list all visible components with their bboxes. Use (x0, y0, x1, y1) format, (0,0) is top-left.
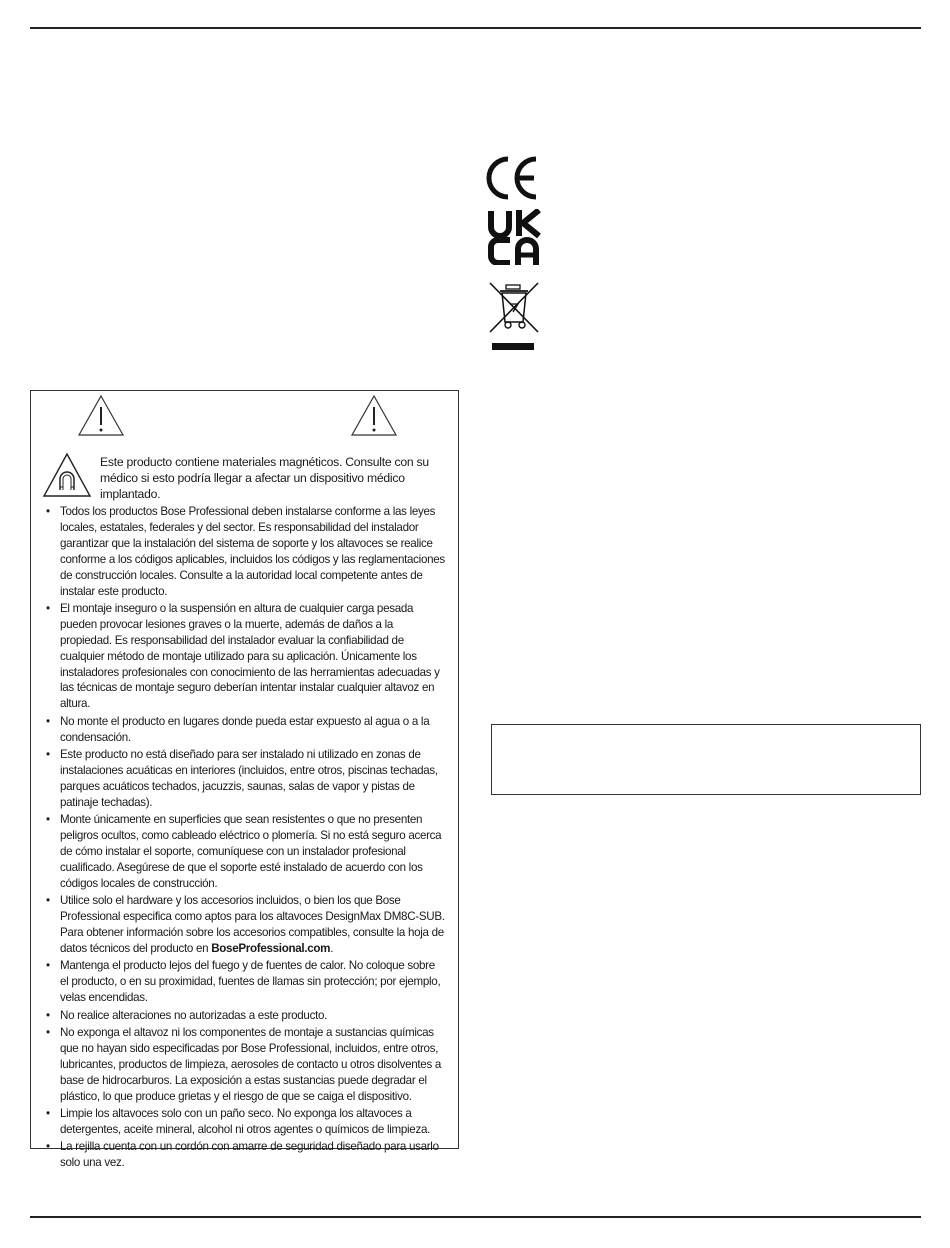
ukca-mark-icon (488, 209, 542, 265)
list-item: • Limpie los altavoces solo con un paño seco. No exponga los altavoces a detergentes, aceite mineral, alcohol ni otros agentes o químicos de limpieza. (44, 1106, 445, 1138)
list-item: • No exponga el altavoz ni los componentes de montaje a sustancias químicas que no hayan sido especificadas por Bose Professional, incluidos, entre otros, lubricantes, productos de limpieza, aerosoles de contacto u otros disolventes a base de hidrocarburos. La exposición a estas sustancias puede degradar el plástico, lo que produce grietas y el riesgo de que se caiga el dispositivo. (44, 1025, 445, 1105)
warning-triangle-icon (350, 393, 398, 437)
list-item: • La rejilla cuenta con un cordón con amarre de seguridad diseñado para usarlo solo una vez. (44, 1139, 445, 1171)
list-item: • No realice alteraciones no autorizadas a este producto. (44, 1008, 445, 1024)
list-item: • No monte el producto en lugares donde pueda estar expuesto al agua o a la condensación. (44, 714, 445, 746)
list-item-suffix: . (330, 941, 334, 955)
safety-bullet-list (44, 504, 445, 1173)
list-item: • Monte únicamente en superficies que sean resistentes o que no presenten peligros ocultos, como cableado eléctrico o plomería. Si no está seguro acerca de cómo instalar el soporte, comuníquese con un instalador profesional cualificado. Asegúrese de que el soporte esté instalado de acuerdo con los códigos locales de construcción. (44, 812, 445, 892)
list-item-text: Utilice solo el hardware y los accesorios incluidos, o bien los que Bose Professional especifica como aptos para los altavoces DesignMax DM8C-SUB. Para obtener información sobre los accesorios compatibles, consulte la hoja de datos técnicos del producto en (60, 894, 445, 955)
list-item: • Este producto no está diseñado para ser instalado ni utilizado en zonas de instalaciones acuáticas en interiores (incluidos, entre otros, piscinas techadas, parques acuáticos techados, jacuzzis, saunas, salas de vapor y pistas de patinaje techadas). (44, 747, 445, 811)
list-item: • Todos los productos Bose Professional deben instalarse conforme a las leyes locales, estatales, federales y del sector. Es responsabilidad del instalador garantizar que la instalación del sistema de soporte y los altavoces se realice conforme a los códigos aplicables, incluidos los códigos y las reglamentaciones de construcción locales. Consulte a la autoridad local competente antes de instalar este producto. (44, 504, 445, 599)
magnet-warning-text: Este producto contiene materiales magnéticos. Consulte con su médico si esto podría llegar a afectar un dispositivo médico implantado. (100, 455, 429, 501)
safety-warnings-box (30, 390, 459, 1170)
crossed-out-wheelie-bin-icon (486, 280, 542, 355)
magnet-warning-icon (42, 452, 92, 498)
list-item (44, 893, 445, 957)
website-link[interactable]: BoseProfessional.com (211, 941, 331, 955)
top-rule (30, 27, 921, 29)
list-item: • El montaje inseguro o la suspensión en altura de cualquier carga pesada pueden provocar lesiones graves o la muerte, además de daños a la propiedad. Es responsabilidad del instalador evaluar la confiabilidad de cualquier método de montaje utilizado para su aplicación. Únicamente los instaladores profesionales con conocimiento de las herramientas adecuadas y las técnicas de montaje seguro deberían intentar instalar cualquier altavoz en altura. (44, 601, 445, 712)
warning-triangle-icon (77, 393, 125, 437)
empty-notice-box (491, 724, 921, 795)
ce-mark-icon (486, 155, 540, 201)
list-item: • Mantenga el producto lejos del fuego y de fuentes de calor. No coloque sobre el producto, o en su proximidad, fuentes de llamas sin protección; por ejemplo, velas encendidas. (44, 958, 445, 1006)
bottom-rule (30, 1216, 921, 1218)
